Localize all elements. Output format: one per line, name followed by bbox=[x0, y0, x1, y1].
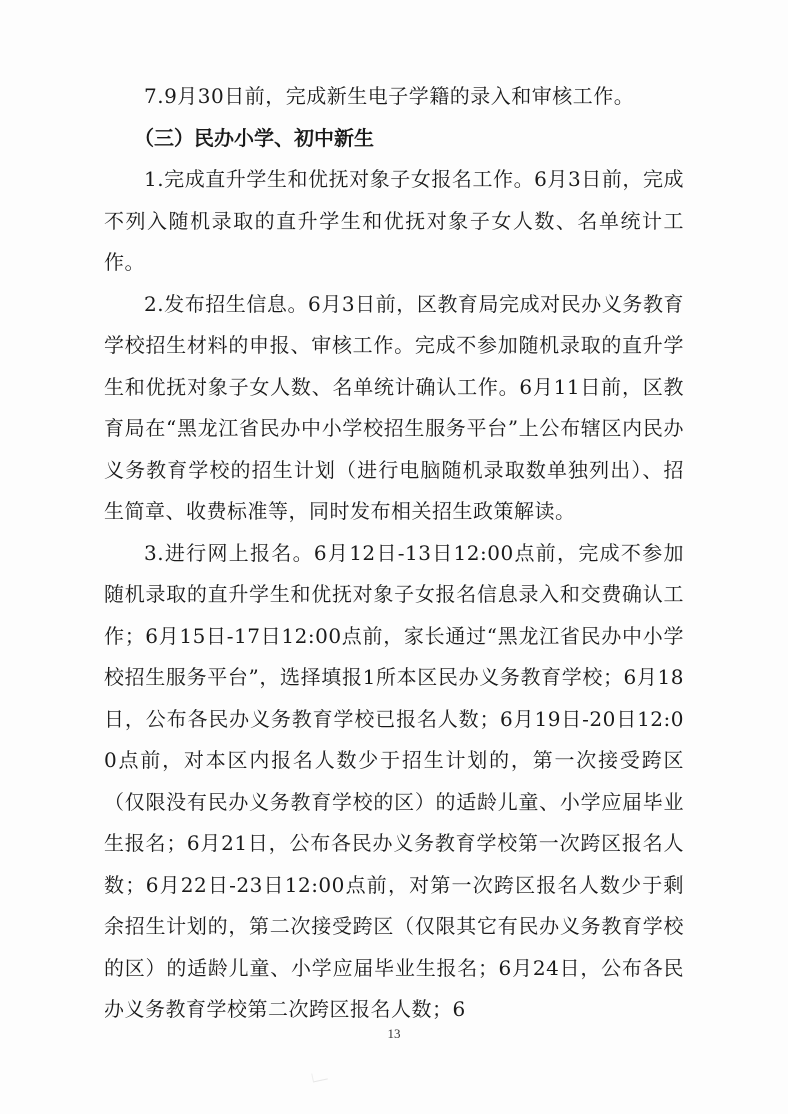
paragraph-publish-info: 2.发布招生信息。6月3日前，区教育局完成对民办义务教育学校招生材料的申报、审核工作。完成不参加随机录取的直升学生和优抚对象子女人数、名单统计确认工作。6月11日前，区教育局在“黑龙江省民办中小学校招生服务平台”上公布辖区内民办义务教育学校的招生计划（进行电脑随机录取数单独列出）、招生简章、收费标准等，同时发布相关招生政策解读。 bbox=[104, 291, 684, 523]
page-number: 13 bbox=[387, 1026, 401, 1041]
document-body bbox=[104, 76, 684, 1031]
scan-artifact bbox=[311, 1071, 328, 1083]
paragraph-online-registration: 3.进行网上报名。6月12日-13日12:00点前，完成不参加随机录取的直升学生和优抚对象子女报名信息录入和交费确认工作；6月15日-17日12:00点前，家长通过“黑龙江省民办中小学校招生服务平台”，选择填报1所本区民办义务教育学校；6月18日，公布各民办义务教育学校已报名人数；6月19日-20日12:00点前，对本区内报名人数少于招生计划的，第一次接受跨区（仅限没有民办义务教育学校的区）的适龄儿童、小学应届毕业生报名；6月21日，公布各民办义务教育学校第一次跨区报名人数；6月22日-23日12:00点前，对第一次跨区报名人数少于剩余招生计划的，第二次接受跨区（仅限其它有民办义务教育学校的区）的适龄儿童、小学应届毕业生报名；6月24日，公布各民办义务教育学校第二次跨区报名人数；6 bbox=[104, 540, 684, 1021]
paragraph-enrollment-registration: 1.完成直升学生和优抚对象子女报名工作。6月3日前，完成不列入随机录取的直升学生和优抚对象子女人数、名单统计工作。 bbox=[104, 167, 684, 274]
section-heading-private-schools: （三）民办小学、初中新生 bbox=[134, 125, 374, 150]
paragraph-item-7: 7.9月30日前，完成新生电子学籍的录入和审核工作。 bbox=[144, 84, 635, 108]
